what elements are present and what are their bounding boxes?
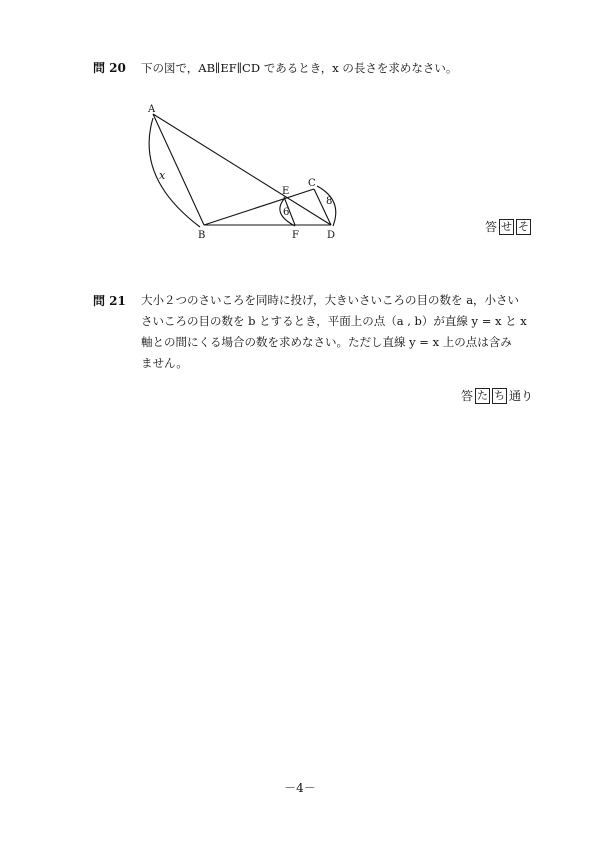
q21-answer-label: 答	[461, 389, 474, 403]
question-20-text: 下の図で，AB∥EF∥CD であるとき，x の長さを求めなさい。	[141, 61, 458, 75]
q21-line-4: ません。	[141, 356, 188, 370]
label-c: C	[308, 178, 316, 189]
segment-cd	[314, 189, 331, 225]
label-f: F	[292, 230, 299, 241]
question-21-number: 問 21	[93, 294, 126, 308]
q21-line-2: さいころの目の数を b とするとき，平面上の点（a , b）が直線 y = x と x	[141, 314, 527, 328]
label-a: A	[148, 104, 156, 115]
answer-box-se[interactable]: せ	[501, 219, 513, 233]
answer-box-chi[interactable]: ち	[494, 388, 506, 402]
segment-ab	[153, 114, 204, 225]
answer-box-ta[interactable]: た	[477, 388, 489, 402]
label-d: D	[327, 230, 336, 241]
q20-answer	[485, 218, 531, 235]
q21-line-3: 軸との間にくる場合の数を求めなさい。ただし直線 y = x 上の点は含み	[141, 335, 512, 349]
q21-answer	[461, 387, 533, 404]
brace-6	[280, 199, 295, 226]
label-b: B	[198, 230, 206, 241]
label-e: E	[282, 186, 290, 197]
q21-line-1: 大小２つのさいころを同時に投げ，大きいさいころの目の数を a，小さい	[141, 293, 520, 307]
question-20-number: 問 20	[93, 61, 126, 75]
brace-8	[317, 186, 336, 226]
q20-answer-label: 答	[485, 220, 498, 234]
segment-bc	[204, 189, 314, 225]
label-x: x	[159, 169, 166, 182]
segment-ad	[153, 114, 331, 225]
brace-x	[149, 118, 200, 227]
segment-ef	[284, 197, 295, 225]
label-6: 6	[283, 207, 290, 218]
page-number: －4－	[284, 781, 316, 795]
answer-box-so[interactable]: そ	[518, 219, 530, 233]
q21-answer-suffix: 通り	[509, 389, 534, 403]
label-8: 8	[326, 196, 333, 207]
